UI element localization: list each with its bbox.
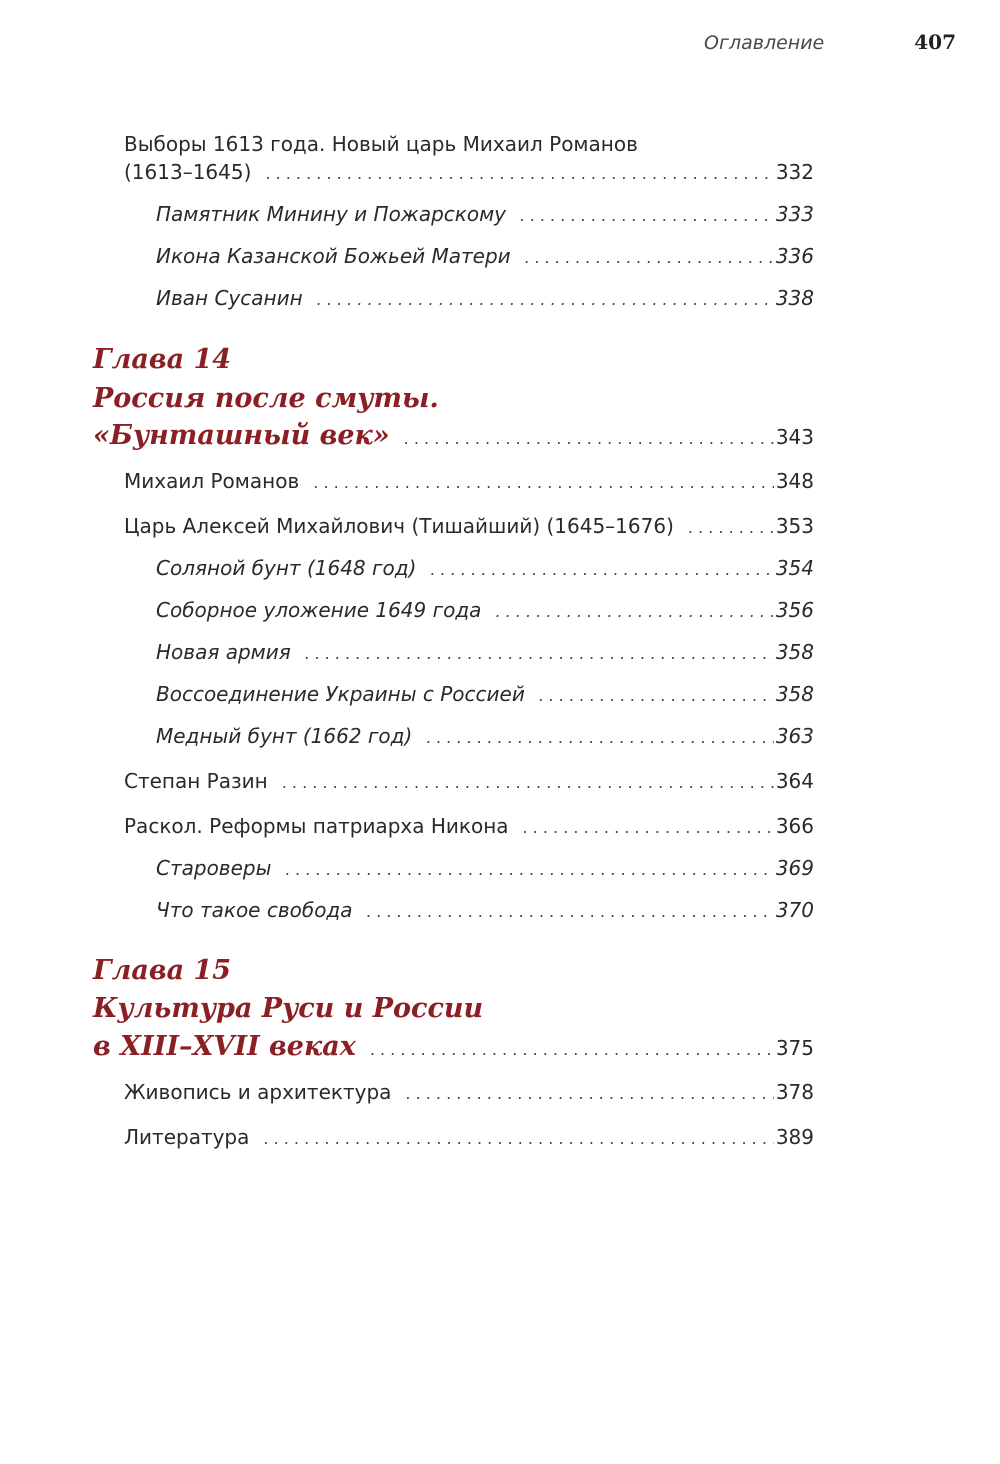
toc-entry[interactable] [124,160,814,184]
leader-dots [313,473,774,492]
toc-subentry-title: Новая армия [156,640,291,664]
page-number: 407 [914,30,956,54]
leader-dots [525,248,774,267]
toc-subentry-title: Староверы [156,856,272,880]
toc-subentry-title: Иван Сусанин [156,286,303,310]
chapter-page: 375 [775,1036,814,1060]
leader-dots [367,902,774,921]
chapter-title-line2: «Бунташный век» [93,420,390,451]
toc-subentry[interactable] [156,202,814,226]
toc-subentry-page: 333 [775,202,814,226]
toc-entry-line1[interactable]: Выборы 1613 года. Новый царь Михаил Романов [124,132,638,156]
toc-subentry-title: Соляной бунт (1648 год) [156,556,417,580]
toc-subentry-page: 338 [775,286,814,310]
toc-subentry[interactable] [156,682,814,706]
toc-subentry-title: Воссоединение Украины с Россией [156,682,525,706]
toc-entry-title: Раскол. Реформы патриарха Никона [124,814,509,838]
leader-dots [263,1129,773,1148]
toc-subentry[interactable] [156,724,814,748]
leader-dots [285,860,773,879]
toc-entry-title: Литература [124,1125,250,1149]
leader-dots [265,164,773,183]
toc-subentry-page: 356 [775,598,814,622]
toc-entry-page: 348 [775,469,814,493]
toc-subentry[interactable] [156,598,814,622]
leader-dots [405,1084,773,1103]
toc-entry[interactable] [124,469,814,493]
chapter-title-line2: в XIII–XVII веках [93,1031,356,1062]
leader-dots [370,1040,774,1059]
leader-dots [305,644,774,663]
leader-dots [426,728,774,747]
chapter-label: Глава 14 [93,344,232,375]
leader-dots [282,773,774,792]
toc-entry-title: Михаил Романов [124,469,300,493]
chapter-heading[interactable] [93,1031,814,1062]
toc-entry-page: 389 [775,1125,814,1149]
toc-entry-title: Степан Разин [124,769,268,793]
toc-entry[interactable] [124,814,814,838]
toc-entry[interactable] [124,769,814,793]
leader-dots [520,206,774,225]
leader-dots [523,818,774,837]
toc-subentry[interactable] [156,286,814,310]
section-title: Оглавление [704,32,825,54]
toc-subentry[interactable] [156,856,814,880]
toc-subentry[interactable] [156,244,814,268]
toc-entry-title: (1613–1645) [124,160,252,184]
toc-subentry[interactable] [156,556,814,580]
toc-entry-page: 378 [775,1080,814,1104]
toc-entry[interactable] [124,514,814,538]
leader-dots [404,429,774,448]
toc-subentry[interactable] [156,640,814,664]
toc-entry-page: 364 [775,769,814,793]
toc-subentry[interactable] [156,898,814,922]
toc-subentry-page: 370 [775,898,814,922]
leader-dots [539,686,774,705]
leader-dots [495,602,773,621]
chapter-title-line1[interactable]: Культура Руси и России [93,993,484,1024]
toc-subentry-title: Соборное уложение 1649 года [156,598,482,622]
leader-dots [688,518,774,537]
toc-subentry-page: 336 [775,244,814,268]
toc-subentry-page: 354 [775,556,814,580]
toc-entry-page: 353 [775,514,814,538]
leader-dots [317,290,774,309]
toc-entry-title: Царь Алексей Михайлович (Тишайший) (1645–1676) [124,514,674,538]
chapter-label: Глава 15 [93,955,232,986]
toc-subentry-page: 358 [775,640,814,664]
leader-dots [430,560,773,579]
toc-subentry-title: Медный бунт (1662 год) [156,724,413,748]
running-head [704,30,956,54]
toc-subentry-page: 369 [775,856,814,880]
toc-subentry-title: Что такое свобода [156,898,353,922]
toc-entry[interactable] [124,1080,814,1104]
toc-subentry-title: Памятник Минину и Пожарскому [156,202,507,226]
toc-subentry-page: 358 [775,682,814,706]
toc-entry[interactable] [124,1125,814,1149]
toc-entry-page: 332 [775,160,814,184]
toc-entry-title: Живопись и архитектура [124,1080,392,1104]
chapter-page: 343 [775,425,814,449]
chapter-title-line1[interactable]: Россия после смуты. [93,383,439,414]
toc-subentry-page: 363 [775,724,814,748]
toc-entry-page: 366 [775,814,814,838]
toc-subentry-title: Икона Казанской Божьей Матери [156,244,511,268]
chapter-heading[interactable] [93,420,814,451]
